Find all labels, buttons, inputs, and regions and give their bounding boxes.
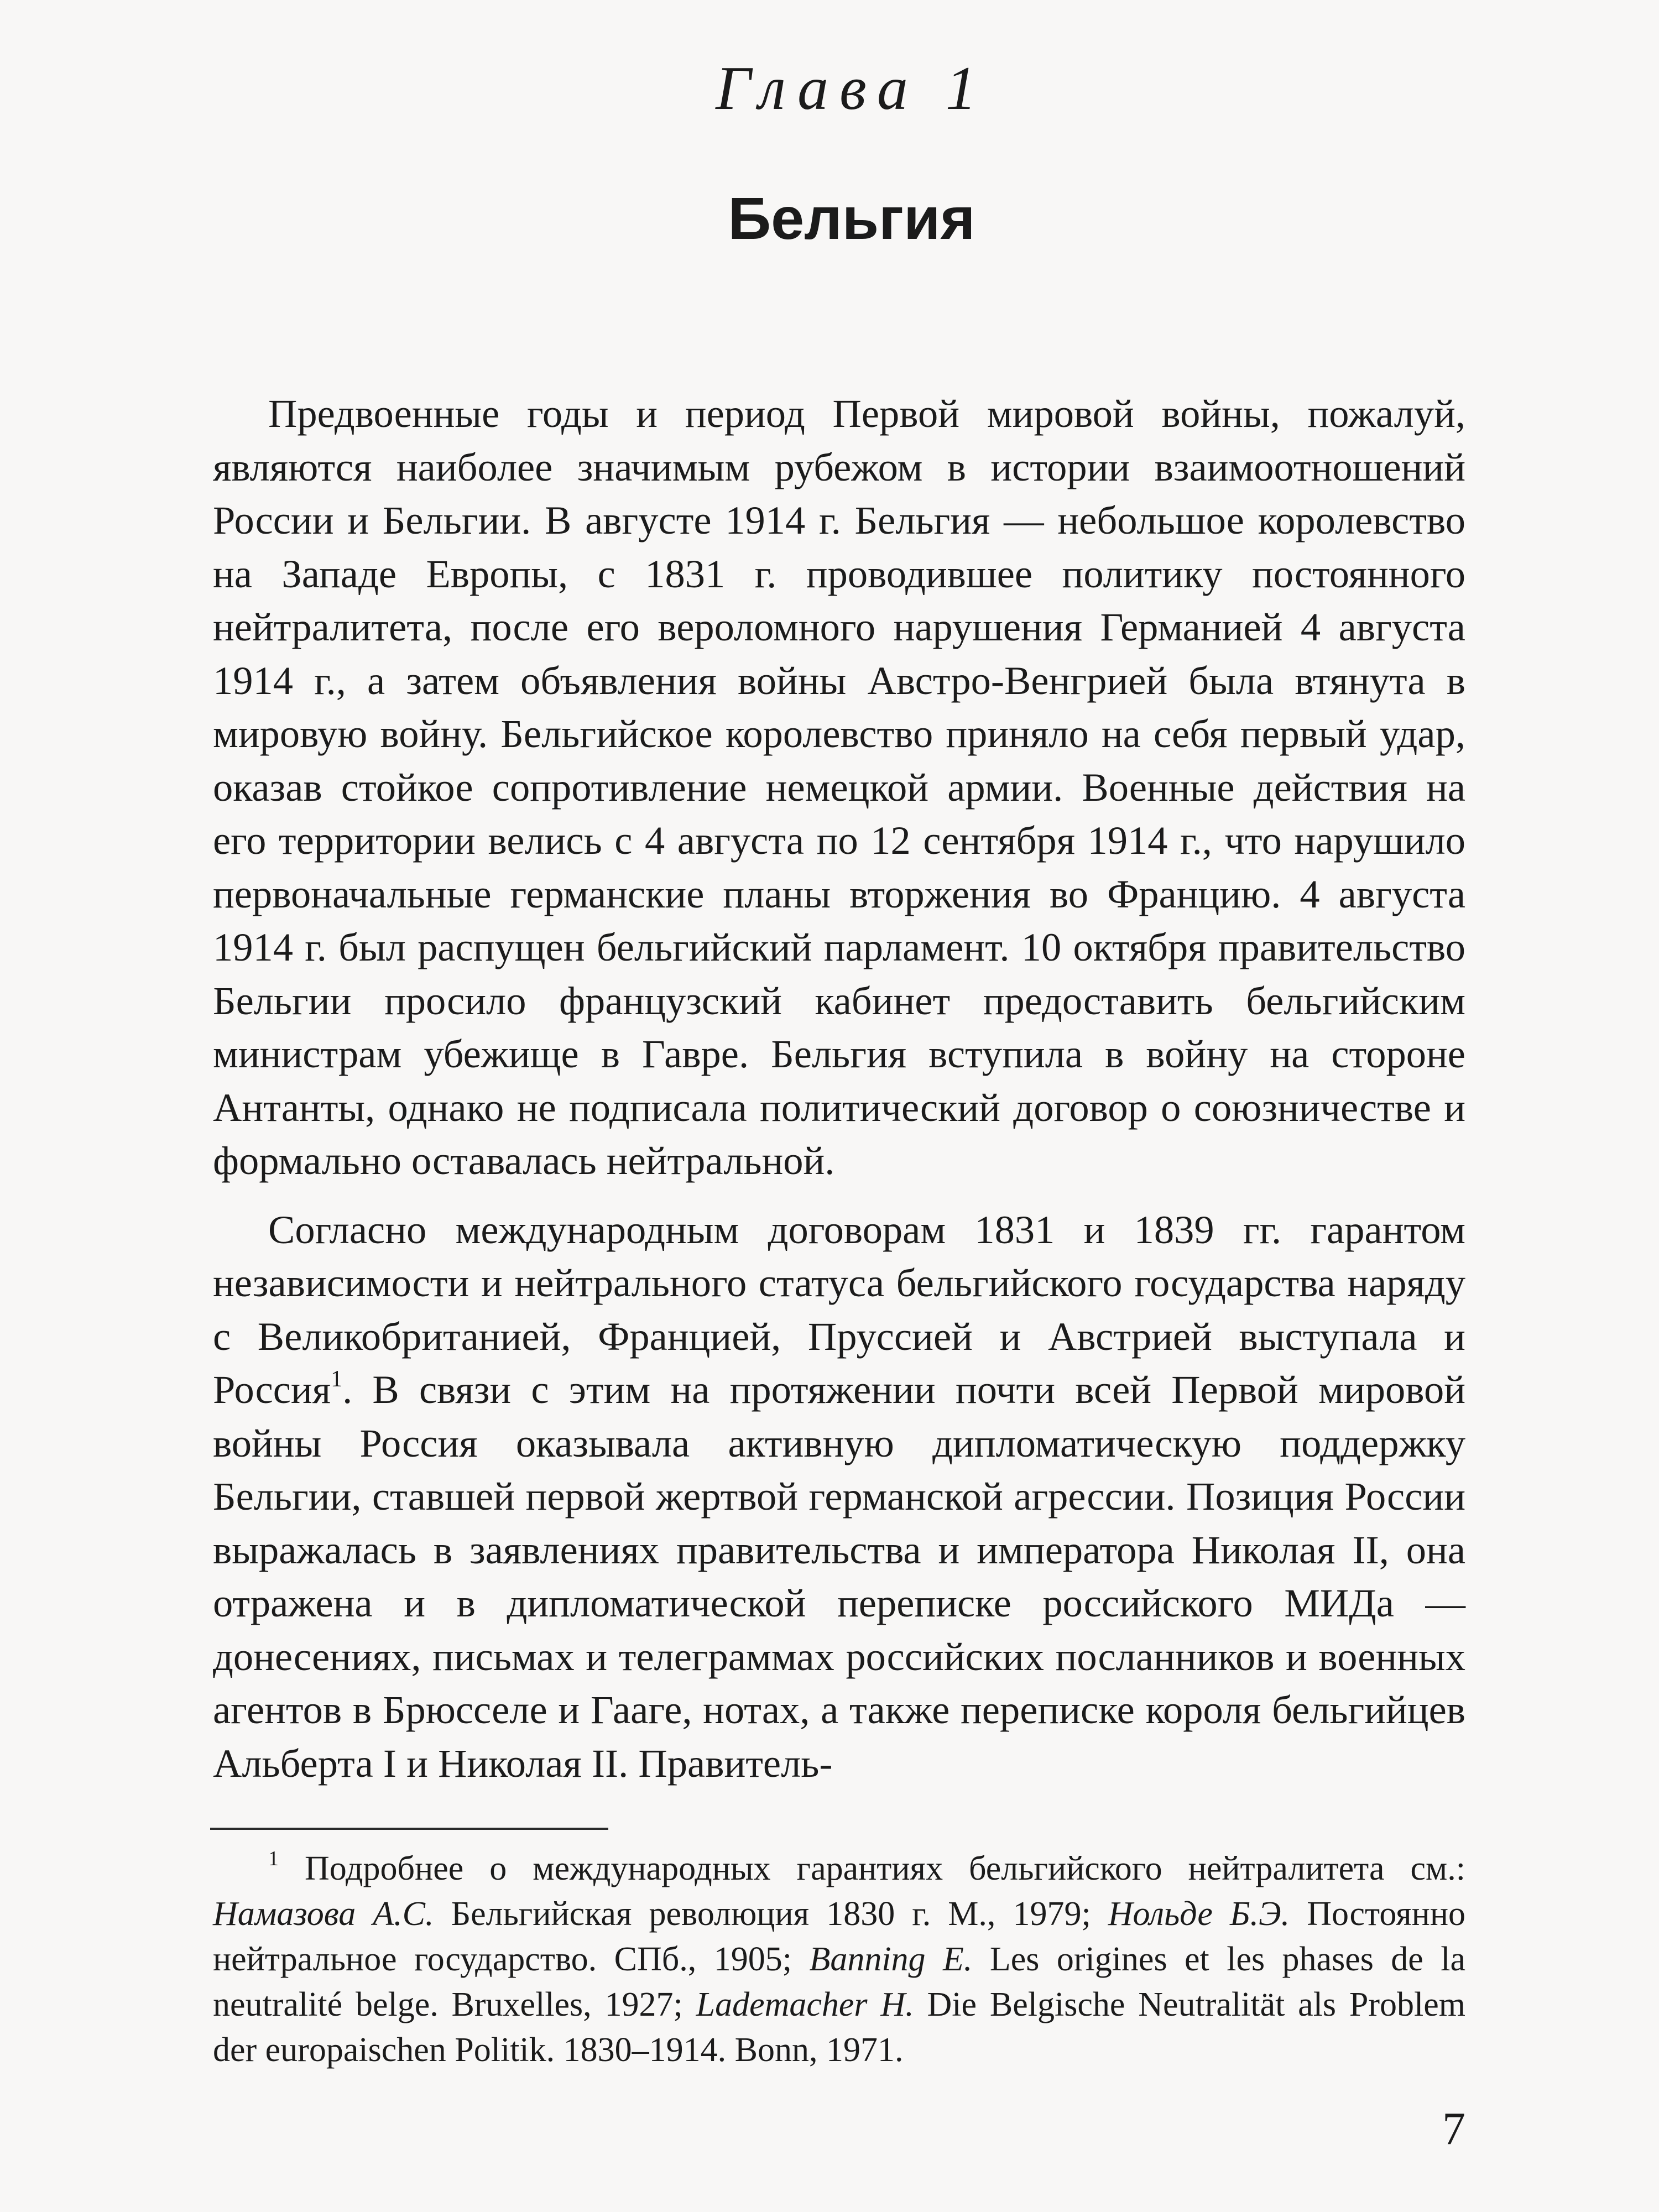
footnote-work-4: Die Belgische Neutralität als Problem der europaischen Politik. 1830–1914. Bonn, 1971. [213, 1986, 1465, 2069]
chapter-label: Глава 1 [716, 54, 988, 123]
paragraph-2-text-after-note: . В связи с этим на протяжении почти всей Первой мировой войны Россия оказывала активную дипломатическую поддержку Бельгии, ставшей первой жертвой германской агрессии. Позиция России выражалась в заявлениях правительства и императора Николая II, она отражена и в дипломатической переписке российского МИДа — донесениях, письмах и телеграммах российских посланников и военных агентов в Брюсселе и Гааге, нотах, а также переписке короля бельгийцев Альберта I и Николая II. Правитель- [213, 1367, 1465, 1786]
footnote-divider [210, 1828, 608, 1830]
footnote-work-1: Бельгийская революция 1830 г. М., 1979; [451, 1895, 1091, 1933]
footnote-number: 1 [268, 1847, 279, 1870]
chapter-title: Бельгия [728, 185, 975, 252]
body-text [213, 387, 1465, 1790]
paragraph-2-text-before-note: Согласно международным договорам 1831 и 1839 гг. гарантом независимости и нейтрального статуса бельгийского государства наряду с Великобританией, Францией, Пруссией и Австрией выступала и Россия [213, 1207, 1465, 1412]
paragraph-1: Предвоенные годы и период Первой мировой войны, пожалуй, являются наиболее значимым рубежом в истории взаимоотношений России и Бельгии. В августе 1914 г. Бельгия — небольшое королевство на Западе Европы, с 1831 г. проводившее политику постоянного нейтралитета, после его вероломного нарушения Германией 4 августа 1914 г., а затем объявления войны Австро-Венгрией была втянута в мировую войну. Бельгийское королевство приняло на себя первый удар, оказав стойкое сопротивление немецкой армии. Военные действия на его территории велись с 4 августа по 12 сентября 1914 г., что нарушило первоначальные германские планы вторжения во Францию. 4 августа 1914 г. был распущен бельгийский парламент. 10 октября правительство Бельгии просило французский кабинет предоставить бельгийским министрам убежище в Гавре. Бельгия вступила в войну на стороне Антанты, однако не подписала политический договор о союзничестве и формально оставалась нейтральной. [213, 391, 1465, 1183]
footnote-work-2: Постоянно нейтральное государство. СПб., 1905; [213, 1895, 1466, 1978]
footnote-reference[interactable]: 1 [331, 1366, 343, 1392]
footnote-intro: Подробнее о международных гарантиях бельгийского нейтралитета см.: [304, 1850, 1466, 1887]
footnote-author-1: Намазова А.С. [213, 1895, 434, 1933]
footnote-author-2: Нольде Б.Э. [1108, 1895, 1290, 1933]
footnotes [213, 1846, 1465, 2073]
page-number: 7 [1442, 2103, 1465, 2154]
footnote-author-3: Banning E. [809, 1940, 973, 1978]
footnote-author-4: Lademacher H. [696, 1986, 914, 2023]
footnote-work-3: Les origines et les phases de la neutralité belge. Bruxelles, 1927; [213, 1940, 1466, 2023]
paragraph-2 [213, 1203, 1465, 1791]
footnote-1 [213, 1846, 1465, 2073]
